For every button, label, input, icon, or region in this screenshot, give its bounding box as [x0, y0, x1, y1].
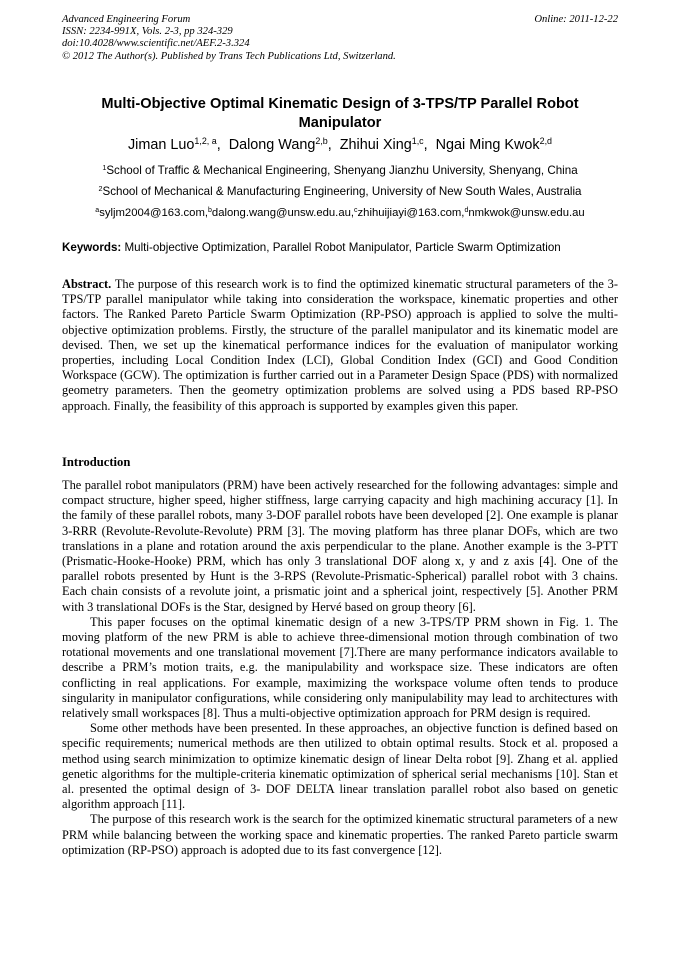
doi-line: doi:10.4028/www.scientific.net/AEF.2-3.324: [62, 38, 250, 50]
affiliation-2: $^2$School of Mechanical & Manufacturing Engineering, University of New South Wales, Australia: [98, 184, 582, 198]
paragraph: The purpose of this research work is the search for the optimized kinematic structural parameters of a new PRM while balancing between the working space and kinematic properties. The ranked Pareto particle swarm optimization (RP-PSO) approach is adopted due to its fast convergence [12].: [62, 812, 618, 857]
keywords: [62, 241, 618, 255]
paper-title: Multi-Objective Optimal Kinematic Design of 3-TPS/TP Parallel Robot Manipulator: [101, 96, 579, 131]
author-list: [62, 135, 618, 155]
abstract: [62, 277, 618, 414]
journal-header: [62, 14, 618, 63]
author: Dalong Wang$^{2,b}$,: [228, 136, 340, 153]
author: Ngai Ming Kwok$^{2,d}$: [435, 136, 553, 153]
section-heading-introduction: Introduction: [62, 455, 131, 469]
keywords-label: Keywords:: [62, 241, 122, 254]
paragraph: This paper focuses on the optimal kinematic design of a new 3-TPS/TP PRM shown in Fig. 1. The moving platform of the new PRM is able to achieve three-dimensional motion through combination of two rotational movements and one translational movement [7].There are many performance indicators available to describe a PRM’s motion traits, e.g. the manipulability and workspace size. These indicators are often conflicting in real applications. For example, maximizing the workspace volume often tends to produce singularity in manipulator configurations, while considering only manipulability may lead to architectures with relatively small workspaces [8]. Thus a multi-objective optimization approach for PRM design is required.: [62, 614, 618, 721]
abstract-text: The purpose of this research work is to find the optimized kinematic structural parameters of the 3-TPS/TP parallel manipulator while taking into consideration the workspace, kinematic properties and other factors. The Ranked Pareto Particle Swarm Optimization (RP-PSO) approach is applied to solve the multi-objective optimization problems. Firstly, the structure of the parallel manipulator and its kinematic model are devised. Then, we set up the kinematical performance indices for the evaluation of manipulator working properties, including Local Condition Index (LCI), Global Condition Index (GCI) and Good Condition Workspace (GCW). The optimization is further carried out in a Parameter Design Space (PDS) with normalized geometry parameters. Then the geometry optimization problems are solved using a PDS based RP-PSO approach. Finally, the feasibility of this approach is supported by examples given this paper.: [62, 277, 618, 413]
author-emails: $^a$syljm2004@163.com,$^b$dalong.wang@unsw.edu.au,$^c$zhihuijiayi@163.com,$^d$nmkwok@unsw.edu.au: [95, 207, 585, 219]
journal-name: Advanced Engineering Forum: [62, 14, 191, 25]
abstract-label: Abstract.: [62, 277, 112, 291]
email-link[interactable]: dalong.wang@unsw.edu.au,: [211, 207, 355, 219]
introduction-body: [62, 478, 618, 858]
copyright-line: © 2012 The Author(s). Published by Trans Tech Publications Ltd, Switzerland.: [62, 50, 396, 62]
author: Zhihui Xing$^{1,c}$,: [339, 136, 436, 153]
online-date: Online: 2011-12-22: [534, 14, 618, 25]
paragraph: Some other methods have been presented. In these approaches, an objective function is defined based on specific requirements; numerical methods are then utilized to obtain optimal results. Stock et al. proposed a method using search minimization to optimize kinematic design of linear Delta robot [9]. Zhang et al. applied genetic algorithms for the multiple-criteria kinematic optimization of spherical serial mechanisms [10]. Stan et al. presented the optimal design of 3- DOF DELTA linear translation parallel robot also based on genetic algorithm approach [11].: [62, 721, 618, 812]
email-link[interactable]: nmkwok@unsw.edu.au: [468, 207, 585, 219]
keywords-text: Multi-objective Optimization, Parallel Robot Manipulator, Particle Swarm Optimization: [121, 241, 561, 254]
author: Jiman Luo$^{1,2, a}$,: [127, 136, 229, 153]
email-link[interactable]: syljm2004@163.com,: [99, 207, 208, 219]
affiliation-1: $^1$School of Traffic & Mechanical Engineering, Shenyang Jianzhu University, Shenyang, China: [102, 163, 578, 177]
email-link[interactable]: zhihuijiayi@163.com,: [357, 207, 465, 219]
paragraph: The parallel robot manipulators (PRM) have been actively researched for the following advantages: simple and compact structure, higher speed, higher stiffness, large carrying capacity and high machining accuracy [1]. In the family of these parallel robots, many 3-DOF parallel robots have been developed [2]. One example is planar 3-RRR (Revolute-Revolute-Revolute) PRM [3]. The moving platform has three planar DOFs, which are two translations in a plane and rotation around the axis perpendicular to the plane. Another example is the 3-PTT (Prismatic-Hooke-Hooke) PRM, which has only 3 translational DOF along x, y and z axis [4]. One of the parallel robots presented by Hunt is the 3-RPS (Revolute-Prismatic-Spherical) parallel robot with 3 chains. Each chain consists of a revolute joint, a prismatic joint and a spherical joint, respectively [5]. Another PRM with 3 translational DOFs is the Star, designed by Hervé based on group theory [6].: [62, 478, 618, 614]
issn-line: ISSN: 2234-991X, Vols. 2-3, pp 324-329: [62, 26, 233, 38]
